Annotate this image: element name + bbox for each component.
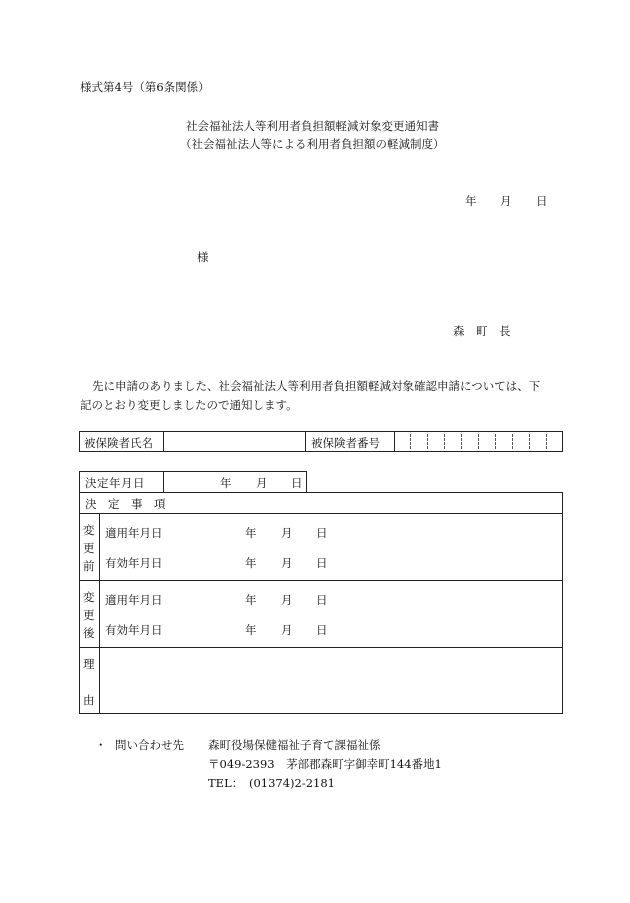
- addressee-suffix: 様: [197, 250, 209, 264]
- contact-tel: TEL： (01374)2-2181: [208, 776, 335, 790]
- after-label-3: 後: [83, 626, 95, 640]
- decision-date-day: 日: [291, 476, 303, 490]
- body-text-line1: 先に申請のありました、社会福祉法人等利用者負担額軽減対象確認申請については、下: [92, 379, 541, 393]
- before-applied-day: 日: [316, 526, 328, 540]
- form-number: 様式第4号（第6条関係）: [80, 80, 210, 94]
- after-applied-day: 日: [316, 593, 328, 607]
- insured-number-label: 被保険者番号: [311, 436, 380, 450]
- reason-field[interactable]: [101, 649, 561, 712]
- header-date-day: 日: [536, 194, 548, 208]
- before-label-3: 前: [83, 559, 95, 573]
- reason-label-1: 理: [83, 657, 95, 671]
- after-valid-month: 月: [281, 623, 293, 637]
- contact-office: 森町役場保健福祉子育て課福祉係: [208, 738, 381, 752]
- document-title: 社会福祉法人等利用者負担額軽減対象変更通知書: [186, 119, 439, 133]
- after-label-1: 変: [83, 590, 95, 604]
- after-valid-day: 日: [316, 623, 328, 637]
- after-valid-year: 年: [245, 623, 257, 637]
- before-applied-year: 年: [245, 526, 257, 540]
- before-label-1: 変: [83, 523, 95, 537]
- before-label-2: 更: [83, 541, 95, 555]
- after-applied-year: 年: [245, 593, 257, 607]
- before-applied-month: 月: [281, 526, 293, 540]
- after-label-2: 更: [83, 608, 95, 622]
- decision-date-year: 年: [220, 476, 232, 490]
- contact-label: 問い合わせ先: [115, 738, 184, 752]
- before-valid-month: 月: [281, 556, 293, 570]
- before-applied-label: 適用年月日: [105, 526, 163, 540]
- after-applied-label: 適用年月日: [105, 593, 163, 607]
- contact-address: 〒049-2393 茅部郡森町字御幸町144番地1: [208, 757, 442, 771]
- before-valid-year: 年: [245, 556, 257, 570]
- insured-name-field[interactable]: [165, 432, 304, 451]
- contact-bullet: ・: [95, 738, 107, 752]
- header-date-month: 月: [500, 194, 512, 208]
- before-valid-day: 日: [316, 556, 328, 570]
- after-applied-month: 月: [281, 593, 293, 607]
- after-valid-label: 有効年月日: [105, 623, 163, 637]
- document-subtitle: （社会福祉法人等による利用者負担額の軽減制度）: [180, 137, 445, 151]
- decision-date-label: 決定年月日: [85, 476, 145, 490]
- insured-name-label: 被保険者氏名: [84, 436, 153, 450]
- decision-items-label: 決 定 事 項: [85, 497, 166, 511]
- header-date-year: 年: [465, 194, 477, 208]
- decision-date-month: 月: [256, 476, 268, 490]
- insured-number-field[interactable]: [396, 432, 562, 451]
- body-text-line2: 記のとおり変更しましたので通知します。: [80, 398, 298, 412]
- before-valid-label: 有効年月日: [105, 556, 163, 570]
- reason-label-2: 由: [83, 693, 95, 707]
- issuer: 森 町 長: [453, 324, 511, 338]
